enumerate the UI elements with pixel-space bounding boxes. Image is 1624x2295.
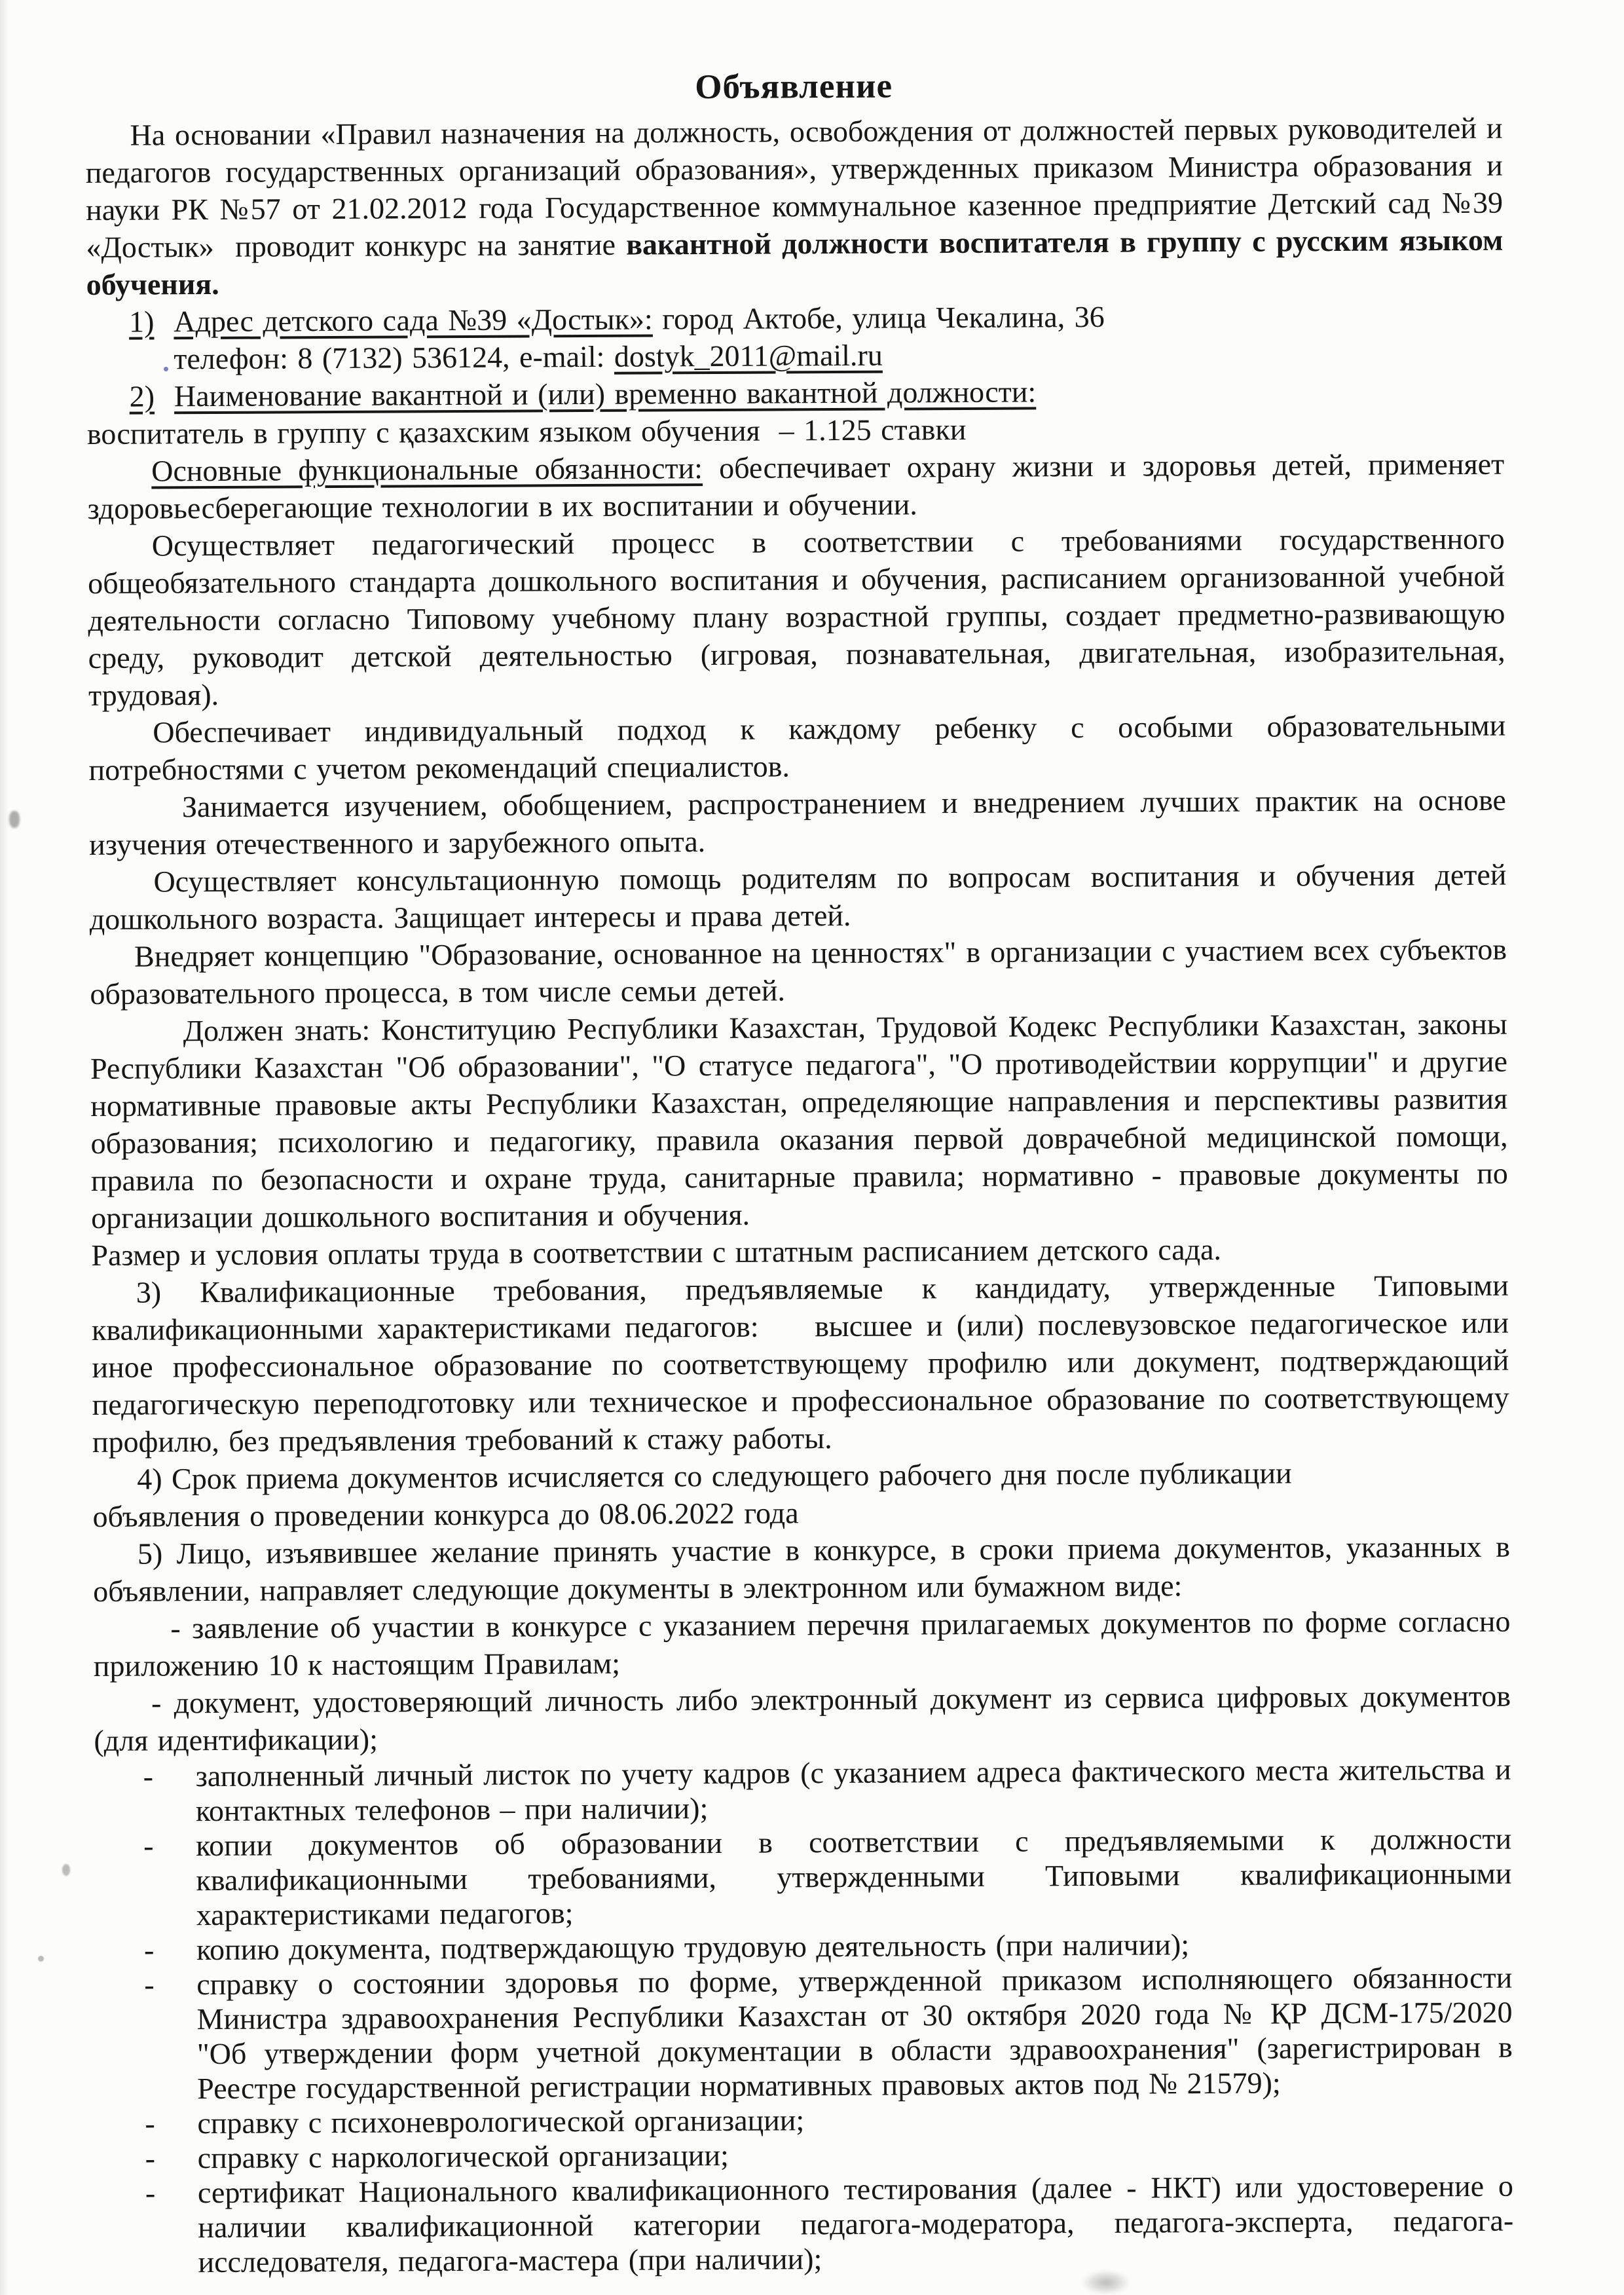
paragraph-must-know: Должен знать: Конституцию Республики Казахстан, Трудовой Кодекс Республики Казахстан, законы Республики Казахстан "Об образовании", "О статусе педагога", "О противодействии коррупции" и другие нормативные правовые акты Республики Казахстан, определяющие направления и перспективы развития образования; психологию и педагогику, правила оказания первой доврачебной медицинской помощи, правила по безопасности и охране труда, санитарные правила; нормативно - правовые документы по организации дошкольного воспитания и обучения. bbox=[90, 1007, 1508, 1235]
scan-artifact bbox=[9, 811, 20, 828]
list-item-text: копии документов об образовании в соответствии с предъявляемыми к должности квалификационными требованиями, утвержденными Типовыми квалификационными характеристиками педагогов; bbox=[196, 1821, 1512, 1932]
intro-bold-text: вакантной должности воспитателя в группу с русским языком обучения. bbox=[86, 223, 1504, 301]
paragraph-values-concept: Внедряет концепцию "Образование, основанное на ценностях" в организации с участием всех субъектов образовательного процесса, в том числе семьи детей. bbox=[90, 932, 1507, 1011]
list-item-health-certificate bbox=[95, 1960, 1513, 2106]
email-link[interactable]: dostyk_2011@mail.ru bbox=[614, 338, 883, 373]
contacts-prefix: телефон: 8 (7132) 536124, e-mail: bbox=[174, 339, 615, 376]
dash-paragraph-identity-document: - документ, удостоверяющий личность либо электронный документ из сервиса цифровых документов (для идентификации); bbox=[94, 1679, 1511, 1757]
list-item-text: справку с психоневрологической организации; bbox=[197, 2103, 805, 2140]
duties-text: обеспечивает охрану жизни и здоровья детей, применяет здоровьесберегающие технологии в их воспитании и обучении. bbox=[87, 447, 1505, 525]
list-item-text: копию документа, подтверждающую трудовую деятельность (при наличии); bbox=[196, 1928, 1190, 1967]
intro-paragraph bbox=[85, 109, 1503, 303]
dash-marker: - bbox=[143, 1933, 155, 1967]
paragraph-best-practices: Занимается изучением, обобщением, распространением и внедрением лучших практик на основе изучения отечественного и зарубежного опыта. bbox=[89, 783, 1507, 861]
dash-marker: - bbox=[144, 1968, 155, 2002]
paragraph-consulting: Осуществляет консультационную помощь родителям по вопросам воспитания и обучения детей дошкольного возраста. Защищает интересы и права детей. bbox=[89, 857, 1507, 936]
item-1-number: 1) bbox=[128, 305, 155, 339]
paragraph-pedagogical-process: Осуществляет педагогический процесс в соответствии с требованиями государственного общеобязательного стандарта дошкольного воспитания и обучения, расписанием организованной учебной деятельности согласно Типовому учебному плану возрастной группы, создает предметно-развивающую среду, руководит детской деятельностью (игровая, познавательная, двигательная, изобразительная, трудовая). bbox=[87, 521, 1505, 712]
dash-marker: - bbox=[145, 2176, 156, 2210]
list-item-text: заполненный личный листок по учету кадров (с указанием адреса фактического места жительства и контактных телефонов – при наличии); bbox=[195, 1752, 1511, 1828]
item-2-number: 2) bbox=[129, 379, 155, 413]
list-item-nkt-certificate bbox=[96, 2169, 1514, 2280]
dash-marker: - bbox=[145, 2141, 156, 2175]
list-item-text: справку о состоянии здоровья по форме, утвержденной приказом исполняющего обязанности Министра здравоохранения Республики Казахстан от 30 октября 2020 года № ҚР ДСМ-175/2020 "Об утверждении форм учетной документации в области здравоохранения" (зарегистрирован в Реестре государственной регистрации нормативных правовых актов под № 21579); bbox=[196, 1960, 1513, 2106]
paragraph-pay-terms: Размер и условия оплаты труда в соответствии с штатным расписанием детского сада. bbox=[91, 1232, 1222, 1272]
list-item-text: справку с наркологической организации; bbox=[197, 2138, 729, 2175]
page-title: Объявление bbox=[695, 67, 893, 107]
paragraph-individual-approach: Обеспечивает индивидуальный подход к каждому ребенку с особыми образовательными потребностями с учетом рекомендаций специалистов. bbox=[88, 708, 1506, 787]
item-4-deadline-line2: объявления о проведении конкурса до 08.06.2022 года bbox=[92, 1496, 799, 1533]
item-1-address-value: город Актобе, улица Чекалина, 36 bbox=[652, 299, 1105, 336]
scan-edge-shading bbox=[0, 0, 9, 2295]
item-2-position-line: воспитатель в группу с қазахским языком обучения – 1.125 ставки bbox=[86, 412, 967, 451]
duties-paragraph bbox=[87, 445, 1505, 527]
announcement-document bbox=[85, 62, 1514, 2280]
intro-text: На основании «Правил назначения на должность, освобождения от должностей первых руководителей и педагогов государственных организаций образования», утвержденных приказом Министра образования и науки РК №57 от 21.02.2012 года Государственное коммунальное казенное предприятие Детский сад №39 «Достык» проводит конкурс на занятие bbox=[85, 111, 1504, 264]
dash-paragraph-application-form: - заявление об участии в конкурсе с указанием перечня прилагаемых документов по форме согласно приложению 10 к настоящим Правилам; bbox=[93, 1604, 1511, 1683]
list-item-education-copies bbox=[94, 1821, 1512, 1933]
dash-marker: - bbox=[143, 1759, 154, 1793]
item-3-qualification: 3) Квалификационные требования, предъявляемые к кандидату, утвержденные Типовыми квалификационными характеристиками педагогов: высшее и (или) послевузовское педагогическое или иное профессиональное образование по соответствующему профилю или документ, подтверждающий педагогическую переподготовку или техническое и профессиональное образование по соответствующему профилю, без предъявления требований к стажу работы. bbox=[91, 1268, 1509, 1459]
list-item-text: сертификат Национального квалификационного тестирования (далее - НКТ) или удостоверение о наличии квалификационной категории педагога-модератора, педагога-эксперта, педагога-исследователя, педагога-мастера (при наличии); bbox=[197, 2169, 1514, 2279]
scan-artifact bbox=[38, 1956, 44, 1962]
list-item-personnel-sheet bbox=[94, 1752, 1512, 1829]
item-2-heading: Наименование вакантной и (или) временно вакантной должности: bbox=[174, 375, 1037, 413]
scan-artifact bbox=[62, 1864, 70, 1876]
duties-heading: Основные функциональные обязанности: bbox=[151, 451, 703, 488]
dash-marker: - bbox=[145, 2106, 155, 2140]
dash-marker: - bbox=[143, 1829, 154, 1863]
item-1-address-label: Адрес детского сада №39 «Достык»: bbox=[174, 302, 653, 339]
item-4-deadline-line1: 4) Срок приема документов исчисляется со следующего рабочего дня после публикации bbox=[137, 1456, 1292, 1496]
item-5-application: 5) Лицо, изъявившее желание принять участие в конкурсе, в сроки приема документов, указанных в объявлении, направляет следующие документы в электронном или бумажном виде: bbox=[93, 1529, 1510, 1608]
required-documents-list bbox=[94, 1752, 1514, 2280]
